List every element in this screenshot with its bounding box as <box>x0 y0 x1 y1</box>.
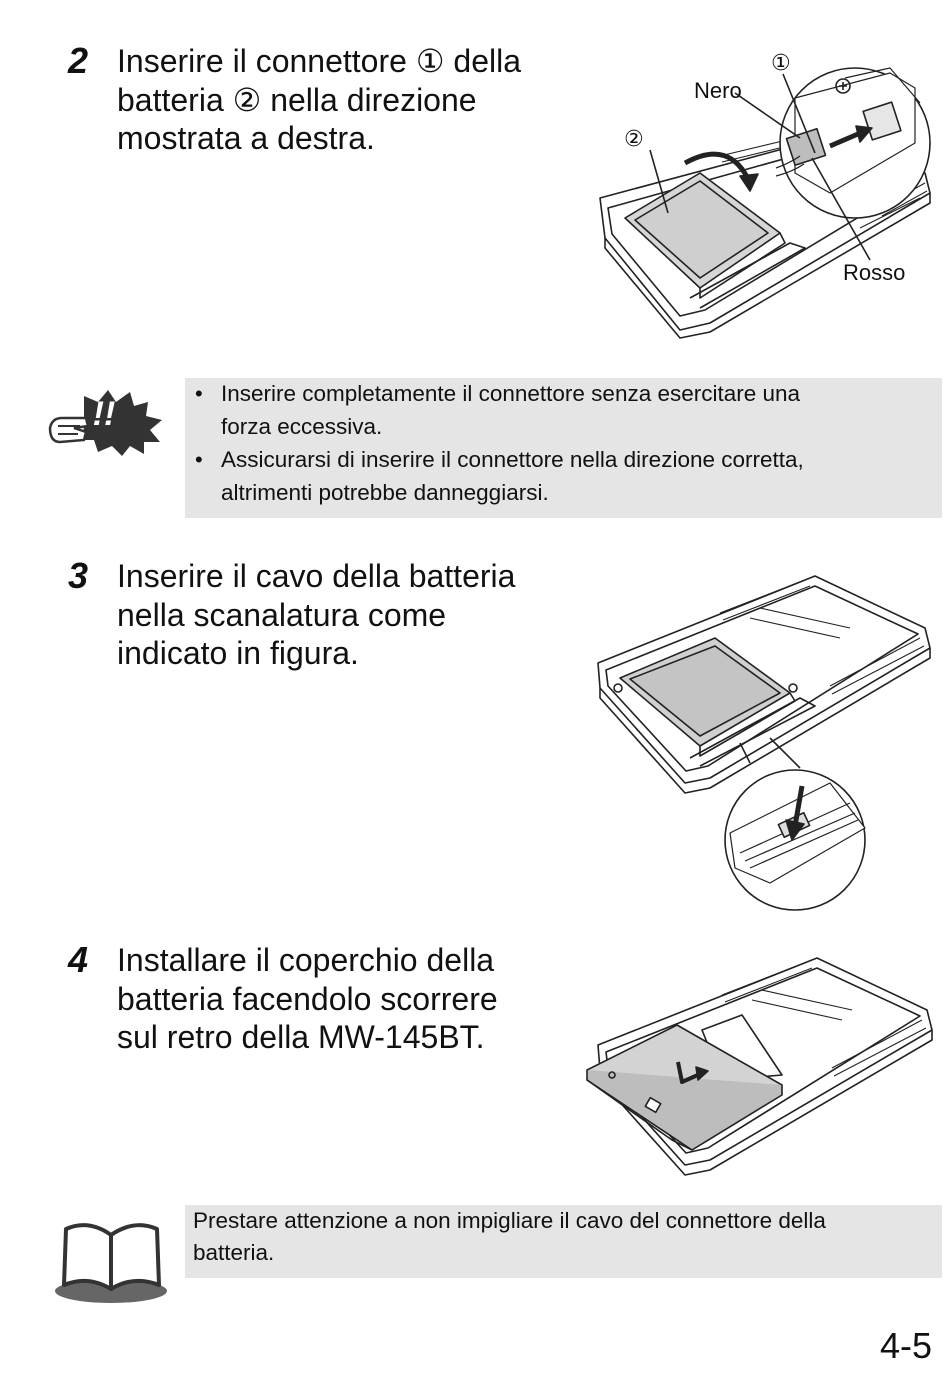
info-note-line-2: batteria. <box>193 1240 275 1265</box>
bullet-dot: • <box>195 381 203 406</box>
info-note-box <box>185 1205 942 1278</box>
warning-note-box <box>185 378 942 518</box>
step-3-number: 3 <box>68 555 89 596</box>
step-2-line-2: batteria ② nella direzione <box>117 81 477 118</box>
step-3-line-2: nella scanalatura come <box>117 596 447 633</box>
warning-item <box>185 444 942 509</box>
callout-2: ② <box>624 126 644 151</box>
step-4-line-3: sul retro della MW-145BT. <box>117 1019 485 1055</box>
warning-list <box>185 378 942 509</box>
step-3-text <box>117 557 577 673</box>
callout-1: ① <box>771 50 791 75</box>
warning-item-2-line-2: altrimenti potrebbe danneggiarsi. <box>221 479 549 505</box>
label-nero: Nero <box>694 78 742 103</box>
page-number: 4-5 <box>880 1325 933 1366</box>
step-4-text <box>117 941 577 1057</box>
step-3-line-1: Inserire il cavo della batteria <box>117 558 516 594</box>
warning-item <box>185 378 942 443</box>
step-2-number: 2 <box>68 40 89 81</box>
battery-cover-illustration <box>582 950 942 1175</box>
info-note-text <box>185 1205 942 1269</box>
step-2-line-1: Inserire il connettore ① della <box>117 43 521 79</box>
warning-item-2-line-1: Assicurarsi di inserire il connettore nella direzione corretta, <box>221 447 804 472</box>
battery-connector-illustration <box>590 48 940 338</box>
warning-icon-text: !! <box>92 395 116 433</box>
book-icon <box>54 1215 169 1305</box>
bullet-dot: • <box>195 447 203 472</box>
battery-cable-illustration <box>590 568 940 913</box>
info-note-line-1: Prestare attenzione a non impigliare il cavo del connettore della <box>193 1208 826 1233</box>
label-rosso: Rosso <box>843 260 906 285</box>
step-4-number: 4 <box>68 939 89 980</box>
step-2-text <box>117 42 577 158</box>
step-4-line-1: Installare il coperchio della <box>117 942 495 978</box>
step-3-line-3: indicato in figura. <box>117 635 359 671</box>
step-4-line-2: batteria facendolo scorrere <box>117 980 498 1017</box>
warning-item-1-line-1: Inserire completamente il connettore senza esercitare una <box>221 381 801 406</box>
warning-item-1-line-2: forza eccessiva. <box>221 413 383 439</box>
step-2-line-3: mostrata a destra. <box>117 120 375 156</box>
